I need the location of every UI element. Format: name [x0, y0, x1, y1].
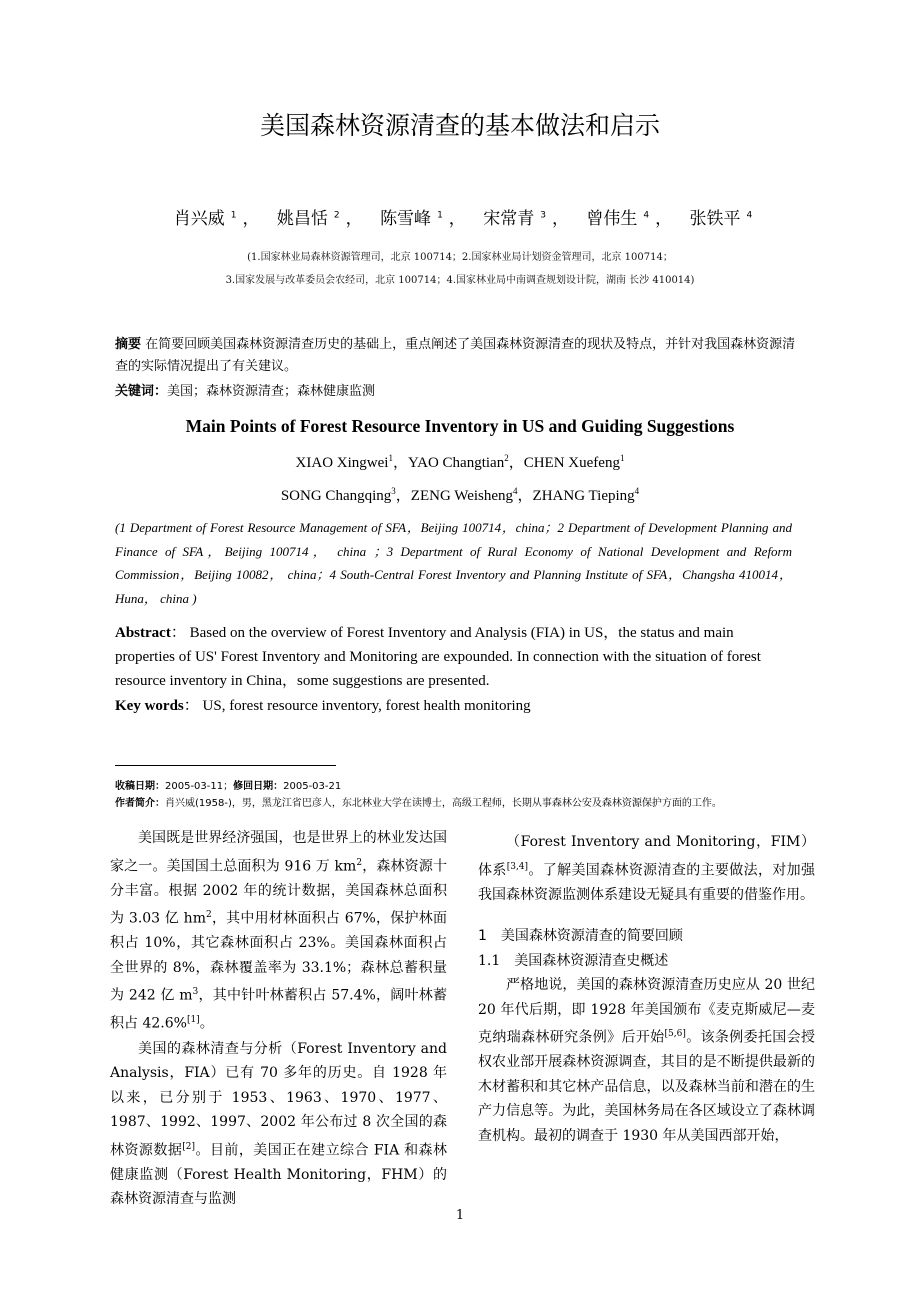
body-column-right — [478, 830, 815, 1148]
author: 宋常青 $^3$ — [483, 209, 546, 229]
subsection-heading: 1.1 美国森林资源清查史概述 — [478, 952, 669, 969]
keywords-zh-label: 关键词： — [115, 384, 168, 399]
paragraph: 美国的森林清查与分析（Forest Inventory and Analysis，FIA）已有 70 多年的历史。自 1928 年以来，已分别于 1953、1963、1970、1977、1987、1992、1997、2002 年公布过 8 次全国的森林资源数据[2]。目前，美国正在建立综合 FIA 和森林健康监测（Forest Health Monitoring，FHM）的森林资源清查与监测 — [110, 1040, 448, 1208]
paragraph: 严格地说，美国的森林资源清查历史应从 20 世纪 20 年代后期，即 1928 年美国颁布《麦克斯威尼—麦克纳瑞森林研究条例》后开始[5,6]。该条例委托国会授权农业部开展森林资源调查，其目的是不断提供最新的木材蓄积和其它林产品信息，以及森林当前和潜在的生产力信息等。为此，美国林务局在各区域设立了森林调查机构。最初的调查于 1930 年从美国西部开始， — [478, 977, 816, 1144]
author-list: 肖兴威 $^1$ ， 姚昌恬 $^2$ ， 陈雪峰 $^1$ ， 宋常青 $^3$ ， 曾伟生 $^4$ ， 张铁平 $^4$ — [0, 204, 920, 229]
page-number: 1 — [455, 1208, 465, 1223]
footnote-dates: 收稿日期：2005-03-11；修回日期：2005-03-21 — [115, 781, 342, 792]
abstract-en-label: Abstract — [115, 625, 171, 641]
body-column-left — [110, 826, 447, 1212]
footnote-divider — [115, 765, 336, 766]
english-title: Main Points of Forest Resource Inventory in US and Guiding Suggestions — [185, 416, 735, 436]
keywords-zh-text: 美国；森林资源清查；森林健康监测 — [167, 384, 376, 399]
author: 张铁平 $^4$ — [689, 209, 753, 229]
paragraph: （Forest Inventory and Monitoring，FIM）体系[3,4]。了解美国森林资源清查的主要做法，对加强我国森林资源监测体系建设无疑具有重要的借鉴作用。 — [478, 834, 816, 903]
author: 姚昌恬 $^2$ — [276, 209, 340, 229]
abstract-en: Abstract： Based on the overview of Forest Inventory and Analysis (FIA) in US，the status and main properties of US' Forest Inventory and Monitoring are expounded. In connection with the situation of forest resource inventory in China，some suggestions are presented. — [115, 625, 761, 689]
author: 肖兴威 $^1$ — [173, 209, 237, 229]
author: 曾伟生 $^4$ — [586, 209, 650, 229]
affiliation-zh-line: 3.国家发展与改革委员会农经司，北京 100714；4.国家林业局中南调查规划设计院，湖南 长沙 410014) — [225, 275, 695, 286]
english-authors-line: XIAO Xingwei$^1$，YAO Changtian$^2$，CHEN Xuefeng$^1$ — [295, 453, 625, 471]
keywords-en: Key words： US, forest resource inventory, forest health monitoring — [115, 698, 531, 714]
affiliation-zh-line: (1.国家林业局森林资源管理司，北京 100714；2.国家林业局计划资金管理司，北京 100714； — [247, 252, 673, 263]
abstract-zh-text: 在简要回顾美国森林资源清查历史的基础上，重点阐述了美国森林资源清查的现状及特点，并针对我国森林资源清查的实际情况提出了有关建议。 — [115, 337, 796, 374]
keywords-en-label: Key words — [115, 698, 184, 714]
keywords-en-text: US, forest resource inventory, forest health monitoring — [202, 698, 531, 714]
abstract-zh-label: 摘要 — [115, 337, 142, 352]
footnote-author-bio: 作者简介：肖兴威(1958-)，男，黑龙江省巴彦人，东北林业大学在读博士，高级工程师，长期从事森林公安及森林资源保护方面的工作。 — [115, 798, 722, 809]
abstract-zh — [115, 334, 800, 378]
section-heading: 1 美国森林资源清查的简要回顾 — [478, 928, 683, 945]
english-affiliation: (1 Department of Forest Resource Management of SFA，Beijing 100714，china；2 Department of Development Planning and Finance of SFA，Beijing 100714， china ；3 Department of Rural Economy of National Development and Reform Commission，Beijing 10082， china；4 South-Central Forest Inventory and Planning Institute of SFA，Changsha 410014，Huna， china ) — [115, 520, 792, 606]
keywords-zh — [115, 381, 800, 403]
abstract-en-text: Based on the overview of Forest Inventory and Analysis (FIA) in US，the status and main properties of US' Forest Inventory and Monitoring are expounded. In connection with the situation of forest resource inventory in China，some suggestions are presented. — [115, 625, 761, 689]
author: 陈雪峰 $^1$ — [380, 209, 443, 229]
page-title: 美国森林资源清查的基本做法和启示 — [259, 111, 660, 140]
english-authors-line: SONG Changqing$^3$，ZENG Weisheng$^4$，ZHANG Tieping$^4$ — [280, 486, 640, 504]
paragraph: 美国既是世界经济强国，也是世界上的林业发达国家之一。美国国土总面积为 916 万 $km^2$，森林资源十分丰富。根据 2002 年的统计数据，美国森林总面积为 3.03 亿 $hm^2$，其中用材林面积占 67%，保护林面积占 10%，其它森林面积占 23%。美国森林面积占全世界的 8%，森林覆盖率为 33.1%；森林总蓄积量为 242 亿 $m^3$，其中针叶林蓄积占 57.4%，阔叶林蓄积占 42.6%[1]。 — [110, 830, 447, 1033]
